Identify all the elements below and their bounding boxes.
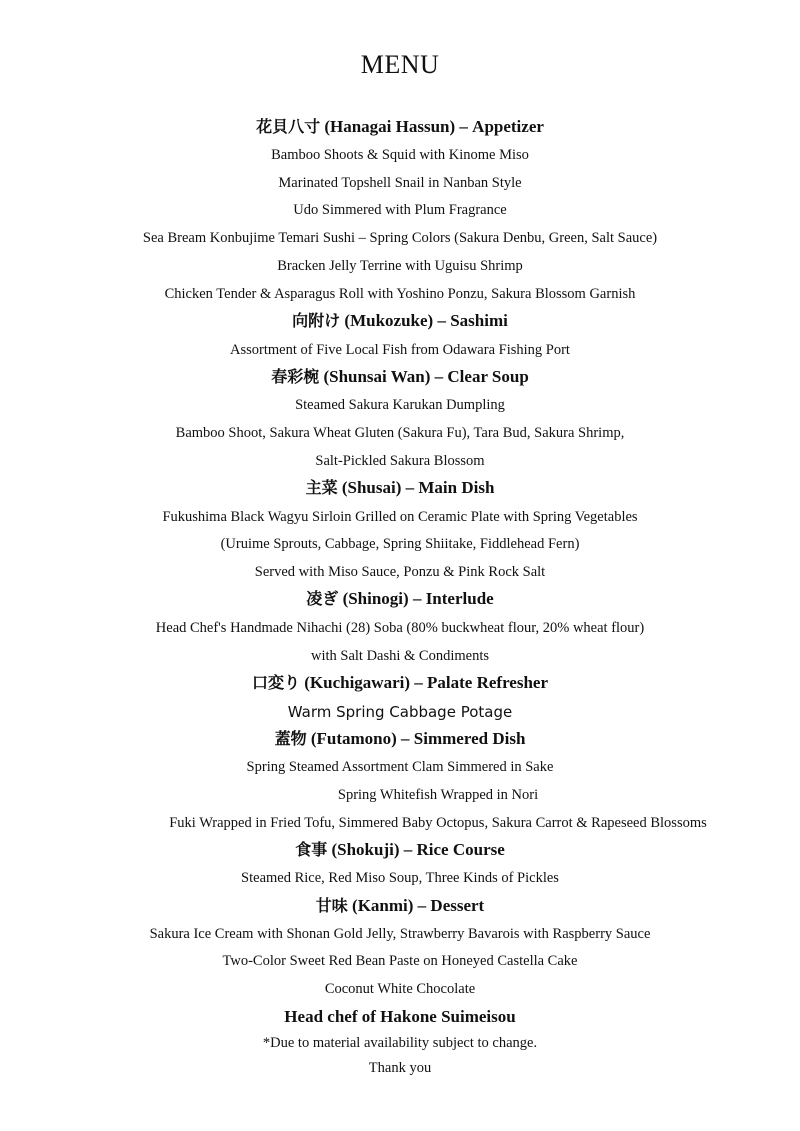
menu-title: MENU <box>360 50 440 79</box>
menu-item: Chicken Tender & Asparagus Roll with Yoshino Ponzu, Sakura Blossom Garnish <box>164 286 636 302</box>
menu-item: Bamboo Shoots & Squid with Kinome Miso <box>271 147 529 163</box>
course-heading-en: (Shunsai Wan) – Clear Soup <box>323 367 529 386</box>
menu-item: Fuki Wrapped in Fried Tofu, Simmered Baby Octopus, Sakura Carrot & Rapeseed Blossoms <box>169 815 707 831</box>
menu-item: Spring Whitefish Wrapped in Nori <box>337 787 539 803</box>
course-heading-en: (Shinogi) – Interlude <box>342 589 494 608</box>
course-heading-en: (Mukozuke) – Sashimi <box>344 311 508 330</box>
menu-item: Assortment of Five Local Fish from Odawara Fishing Port <box>230 342 570 358</box>
menu-item: Steamed Sakura Karukan Dumpling <box>295 397 505 413</box>
course-heading <box>0 311 800 331</box>
course-heading-en: (Kuchigawari) – Palate Refresher <box>304 673 549 692</box>
menu-item: Served with Miso Sauce, Ponzu & Pink Rock Salt <box>254 564 546 580</box>
menu-item: Sea Bream Konbujime Temari Sushi – Spring Colors (Sakura Denbu, Green, Salt Sauce) <box>142 230 658 246</box>
menu-item: Warm Spring Cabbage Potage <box>287 703 513 721</box>
course-heading <box>0 367 800 387</box>
course-heading <box>0 478 800 498</box>
course-heading-jp: 甘味 <box>315 896 348 915</box>
menu-item: with Salt Dashi & Condiments <box>310 648 490 664</box>
menu-item: Two-Color Sweet Red Bean Paste on Honeyed Castella Cake <box>222 953 578 969</box>
menu-item: (Uruime Sprouts, Cabbage, Spring Shiitake, Fiddlehead Fern) <box>220 536 580 552</box>
course-heading-jp: 口変り <box>251 673 300 692</box>
course-heading <box>0 673 800 693</box>
menu-item: Coconut White Chocolate <box>324 981 476 997</box>
availability-note: *Due to material availability subject to change. <box>262 1035 538 1051</box>
menu-item: Bamboo Shoot, Sakura Wheat Gluten (Sakura Fu), Tara Bud, Sakura Shrimp, <box>175 425 625 441</box>
course-heading <box>0 729 800 749</box>
course-heading-en: (Shusai) – Main Dish <box>341 478 495 497</box>
menu-item: Udo Simmered with Plum Fragrance <box>293 202 507 218</box>
course-heading <box>0 589 800 609</box>
course-heading-jp: 凌ぎ <box>306 589 339 608</box>
menu-item: Marinated Topshell Snail in Nanban Style <box>278 175 522 191</box>
menu-item: Salt-Pickled Sakura Blossom <box>315 453 485 469</box>
course-heading <box>0 117 800 137</box>
course-heading-jp: 花貝八寸 <box>256 117 321 136</box>
menu-item: Spring Steamed Assortment Clam Simmered in Sake <box>246 759 554 775</box>
thank-you-text: Thank you <box>368 1060 432 1076</box>
course-heading-jp: 主菜 <box>305 478 338 497</box>
course-heading-jp: 蓋物 <box>274 729 307 748</box>
course-heading-en: (Futamono) – Simmered Dish <box>310 729 526 748</box>
course-heading-en: (Shokuji) – Rice Course <box>331 840 505 859</box>
menu-item: Bracken Jelly Terrine with Uguisu Shrimp <box>277 258 523 274</box>
course-heading-en: (Hanagai Hassun) – Appetizer <box>324 117 544 136</box>
menu-item: Steamed Rice, Red Miso Soup, Three Kinds of Pickles <box>241 870 559 886</box>
menu-item: Head Chef's Handmade Nihachi (28) Soba (80% buckwheat flour, 20% wheat flour) <box>155 620 645 636</box>
course-heading <box>0 896 800 916</box>
course-heading-jp: 春彩椀 <box>271 367 320 386</box>
course-heading-en: (Kanmi) – Dessert <box>352 896 485 915</box>
menu-item: Fukushima Black Wagyu Sirloin Grilled on Ceramic Plate with Spring Vegetables <box>162 509 638 525</box>
course-heading-jp: 向附け <box>292 311 341 330</box>
head-chef-signature: Head chef of Hakone Suimeisou <box>284 1007 516 1026</box>
menu-item: Sakura Ice Cream with Shonan Gold Jelly, Strawberry Bavarois with Raspberry Sauce <box>149 926 651 942</box>
course-heading <box>0 840 800 860</box>
course-heading-jp: 食事 <box>295 840 328 859</box>
